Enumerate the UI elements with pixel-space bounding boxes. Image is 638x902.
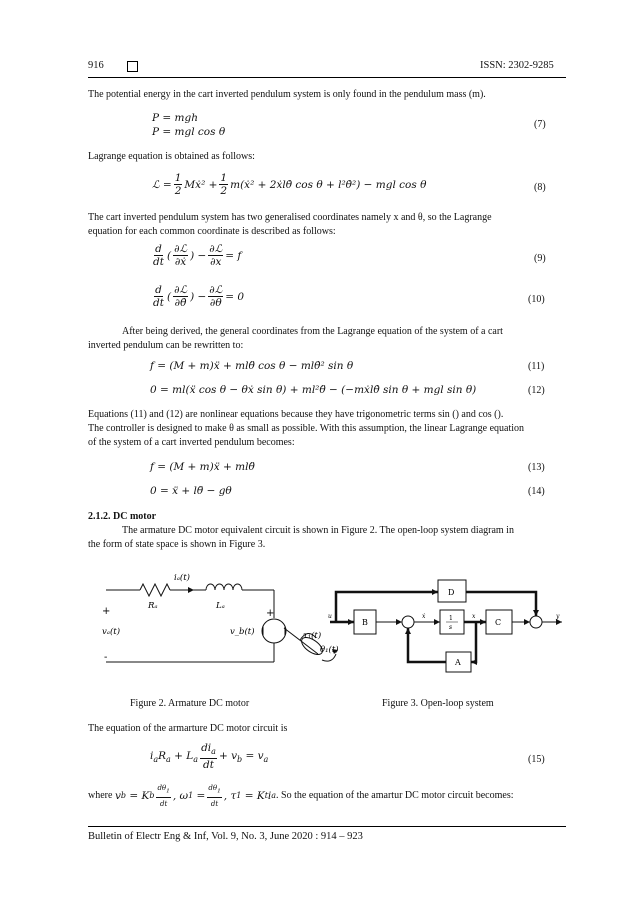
label-theta: θ₁(t) xyxy=(320,645,339,655)
equation-7b: P = mgl cos θ xyxy=(152,126,226,138)
paragraph-armature-line2: the form of state space is shown in Figure 3. xyxy=(88,539,266,550)
label-plus-right: + xyxy=(266,608,275,619)
equation-14: 0 = ẍ + lθ̈ − gθ xyxy=(150,485,232,497)
equation-number-15: (15) xyxy=(528,754,545,765)
resistor-ra xyxy=(140,584,170,596)
label-la: Lₐ xyxy=(216,601,225,611)
equation-9: $\frac{d}{dt}$ ( $\frac{\text{∂ℒ}}{\text{∂ẋ}}$ ) − $\frac{\text{∂ℒ}}{\partial x}$ = f xyxy=(153,243,242,268)
label-block-b: B xyxy=(362,618,368,627)
arrowhead-into-a-icon xyxy=(471,659,477,665)
arrowhead-d-into-sum2-icon xyxy=(533,610,539,616)
label-int-den: s xyxy=(449,624,453,631)
label-minus-left: - xyxy=(104,652,108,663)
equation-number-13: (13) xyxy=(528,462,545,473)
paragraph-coordinates-line2: equation for each common coordinate is described as follows: xyxy=(88,226,336,237)
issn-label: ISSN: 2302-9285 xyxy=(480,60,554,71)
equation-number-14: (14) xyxy=(528,486,545,497)
arrowhead-into-b-icon xyxy=(348,619,354,625)
section-heading-dc-motor: 2.1.2. DC motor xyxy=(88,511,157,522)
paragraph-where: where v b = K b $\frac{d\theta_1}{dt}$ , ω 1 = $\frac{d\theta_1}{dt}$ , τ 1 = K t i a . So the equation of the amartur DC motor circuit becomes: xyxy=(88,784,514,809)
label-signal-y: y xyxy=(556,613,560,620)
paragraph-derived-line2: inverted pendulum can be rewritten to: xyxy=(88,340,244,351)
label-ia: iₐ(t) xyxy=(174,573,190,583)
arrowhead-into-d-icon xyxy=(432,589,438,595)
label-block-d: D xyxy=(448,588,455,597)
figure-2-armature-circuit xyxy=(96,566,346,678)
x-feedback xyxy=(471,622,476,662)
equation-11: f = (M + m)ẍ + mlθ̈ cos θ − mlθ̇² sin θ xyxy=(150,360,354,372)
equation-15: $i_aR_a + L_a$ $\frac{di_a}{dt}$ + $v_b = v_a$ xyxy=(150,742,269,772)
label-tau: τ₁(t) xyxy=(303,631,322,641)
page-number: 916 xyxy=(88,60,104,71)
equation-12: 0 = ml(ẍ cos θ − θẋ sin θ) + ml²θ̈ − (−mẋlθ̇ sin θ + mgl sin θ) xyxy=(150,384,477,396)
equation-13: f = (M + m)ẍ + mlθ̈ xyxy=(150,461,255,473)
paragraph-armature-equation-intro: The equation of the armarture DC motor circuit is xyxy=(88,723,288,734)
paragraph-derived-line1: After being derived, the general coordinates from the Lagrange equation of the system of a cart xyxy=(122,326,503,337)
equation-10: $\frac{d}{dt}$ ( $\frac{\text{∂ℒ}}{\partial\thetȧ}$ ) − $\frac{\text{∂ℒ}}{\partial\theta}$ = 0 xyxy=(153,284,245,309)
arrowhead-into-int-icon xyxy=(434,619,440,625)
arrowhead-into-sum2-icon xyxy=(524,619,530,625)
arrowhead-into-c-icon xyxy=(480,619,486,625)
inductor-la xyxy=(206,584,242,590)
equation-7a: P = mgh xyxy=(152,112,198,124)
equation-number-11: (11) xyxy=(528,361,545,372)
label-block-c: C xyxy=(495,618,502,627)
footer-citation: Bulletin of Electr Eng & Inf, Vol. 9, No. 3, June 2020 : 914 – 923 xyxy=(88,831,363,842)
label-vb: v_b(t) xyxy=(230,627,255,637)
arrowhead-a-into-sum1-icon xyxy=(405,628,411,634)
label-plus-left: + xyxy=(102,606,111,617)
footer-rule xyxy=(88,826,566,827)
label-signal-u: u xyxy=(328,613,332,620)
motor-circle xyxy=(262,619,286,643)
paragraph-nonlinear-line1: Equations (11) and (12) are nonlinear equations because they have trigonometric terms sin () and cos (). xyxy=(88,409,504,420)
label-va: vₐ(t) xyxy=(102,627,121,637)
equation-8: ℒ = $\frac{1}{2}$ Mẋ² + $\frac{1}{2}$ m(ẋ² + 2ẋlθ̇ cos θ + l²θ̇²) − mgl cos θ xyxy=(152,172,427,197)
paragraph-nonlinear-line3: of the system of a cart inverted pendulum becomes: xyxy=(88,437,295,448)
checkbox-glyph-icon xyxy=(127,61,138,72)
arrowhead-into-sum1-icon xyxy=(396,619,402,625)
sum-junction-1 xyxy=(402,616,414,628)
label-block-a: A xyxy=(455,658,461,667)
paragraph-nonlinear-line2: The controller is designed to make θ as small as possible. With this assumption, the linear Lagrange equation xyxy=(88,423,525,434)
figure-2-caption: Figure 2. Armature DC motor xyxy=(130,698,250,709)
equation-number-10: (10) xyxy=(528,294,545,305)
equation-number-12: (12) xyxy=(528,385,545,396)
figure-3-open-loop-diagram xyxy=(326,572,566,684)
current-arrowhead-icon xyxy=(188,587,194,593)
label-signal-x: x xyxy=(472,613,476,620)
paragraph-potential-energy: The potential energy in the cart inverted pendulum system is only found in the pendulum mass (m). xyxy=(88,89,486,100)
equation-number-9: (9) xyxy=(534,253,546,264)
sum-junction-2 xyxy=(530,616,542,628)
d-to-sum2 xyxy=(466,592,536,616)
paragraph-lagrange-intro: Lagrange equation is obtained as follows: xyxy=(88,151,255,162)
paragraph-armature-line1: The armature DC motor equivalent circuit is shown in Figure 2. The open-loop system diagram in xyxy=(122,525,514,536)
equation-number-8: (8) xyxy=(534,182,546,193)
label-signal-xdot: ẋ xyxy=(422,613,426,620)
label-int-num: 1 xyxy=(449,615,453,622)
label-ra: Rₐ xyxy=(148,601,158,611)
paragraph-where-tail: . So the equation of the amartur DC motor circuit becomes: xyxy=(276,790,514,802)
header-rule xyxy=(88,77,566,78)
paragraph-coordinates-line1: The cart inverted pendulum system has two generalised coordinates namely x and θ, so the Lagrange xyxy=(88,212,492,223)
equation-number-7: (7) xyxy=(534,119,546,130)
figure-3-caption: Figure 3. Open-loop system xyxy=(382,698,494,709)
